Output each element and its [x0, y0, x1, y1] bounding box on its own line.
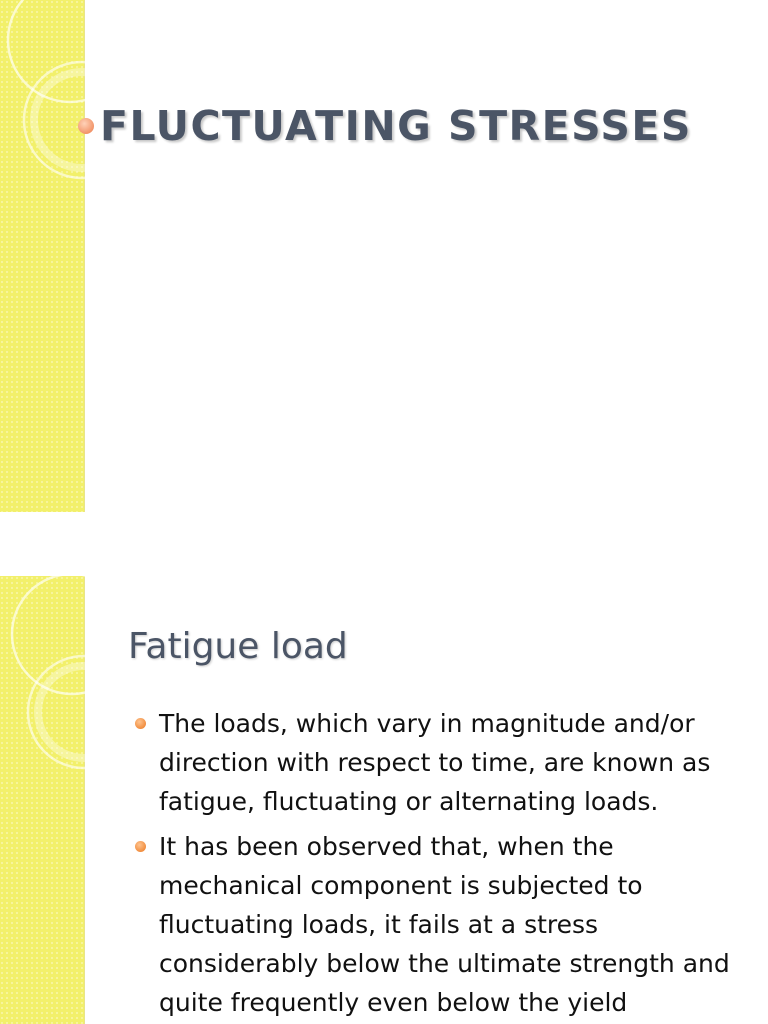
- bullet-text: It has been observed that, when the mechanical component is subjected to fluctuating loads, it fails at a stress considerably below the ultimate strength and quite frequently even below the yield: [159, 832, 730, 1017]
- slide-title-main: FLUCTUATING STRESSES: [100, 102, 692, 150]
- decorative-rings-icon: [0, 0, 120, 512]
- content-slide: [0, 576, 768, 1024]
- bullet-dot-icon: [135, 841, 146, 852]
- list-item: [135, 827, 750, 1022]
- bullet-list: [135, 704, 750, 1024]
- bullet-dot-icon: [135, 718, 146, 729]
- decorative-rings-icon: [0, 576, 120, 1024]
- slide-title: Fatigue load: [128, 626, 348, 667]
- title-bullet-dot-icon: [78, 118, 94, 134]
- slide-gap: [0, 512, 768, 576]
- bullet-text: The loads, which vary in magnitude and/or direction with respect to time, are known as fatigue, fluctuating or alternating loads.: [159, 709, 711, 816]
- list-item: [135, 704, 750, 821]
